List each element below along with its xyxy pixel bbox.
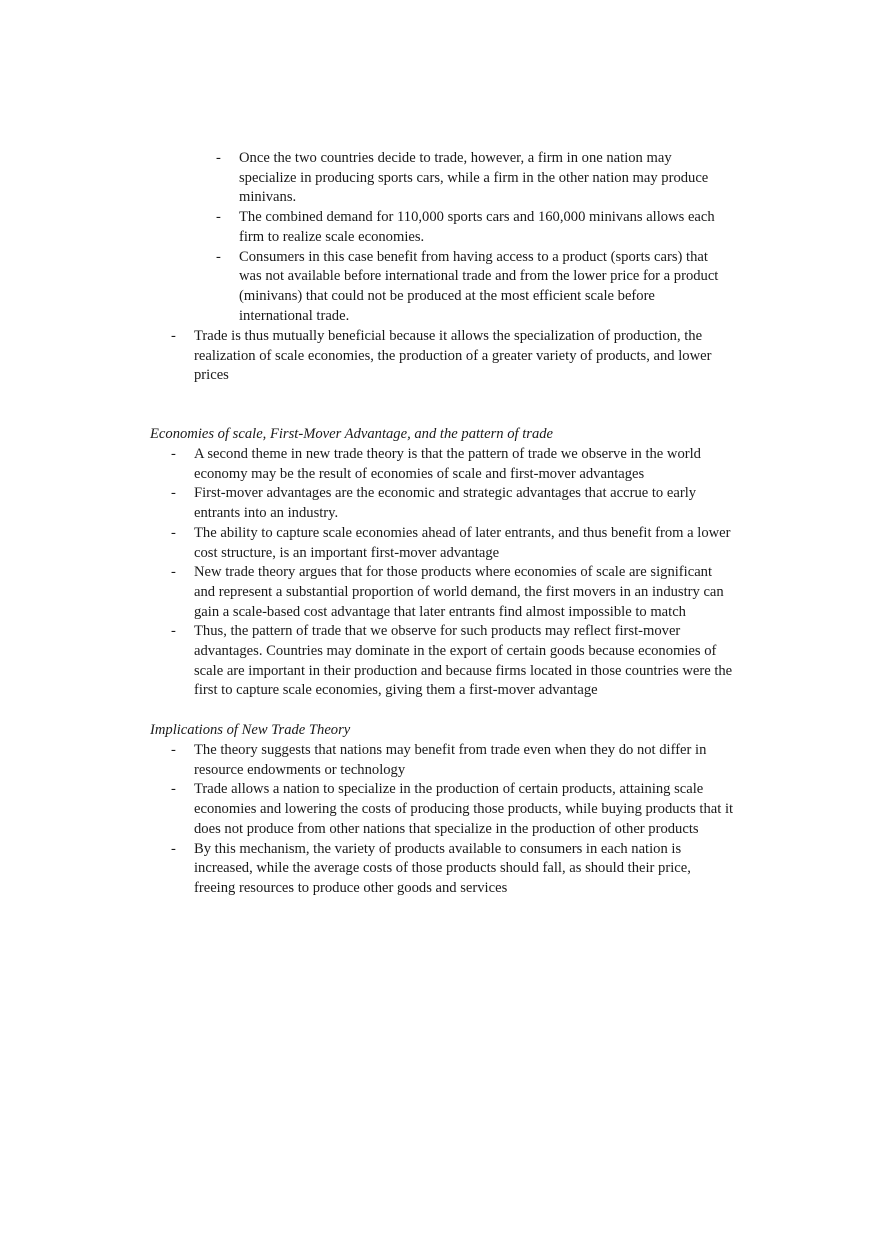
economies-list <box>0 445 880 701</box>
list-item-text: Thus, the pattern of trade that we observe for such products may reflect first-mover advantages. Countries may dominate in the export of certain goods because economies of scale are important in their production and because firms located in those countries were the first to capture scale economies, giving them a first-mover advantage <box>194 623 733 699</box>
list-item <box>0 563 734 622</box>
implications-list <box>0 741 880 899</box>
bullet-dash: - <box>171 485 176 502</box>
section-heading-economies: Economies of scale, First-Mover Advantage, and the pattern of trade <box>150 426 554 442</box>
list-item <box>0 741 734 780</box>
bullet-dash: - <box>171 840 176 857</box>
list-item-text: By this mechanism, the variety of products available to consumers in each nation is increased, while the average costs of those products should fall, as should their price, freeing resources to produce other goods and services <box>194 840 691 896</box>
list-item <box>0 149 731 208</box>
list-item-text: The combined demand for 110,000 sports cars and 160,000 minivans allows each firm to realize scale economies. <box>239 209 715 245</box>
section-heading-implications: Implications of New Trade Theory <box>150 722 351 738</box>
list-item-text: Once the two countries decide to trade, however, a firm in one nation may specialize in producing sports cars, while a firm in the other nation may produce minivans. <box>239 150 709 206</box>
list-item <box>0 840 734 899</box>
bullet-dash: - <box>171 781 176 798</box>
bullet-dash: - <box>171 564 176 581</box>
list-item-text: Trade is thus mutually beneficial because it allows the specialization of production, the realization of scale economies, the production of a greater variety of products, and lower prices <box>194 328 712 384</box>
bullet-dash: - <box>216 248 221 265</box>
list-item <box>0 622 734 701</box>
bullet-dash: - <box>216 209 221 226</box>
list-item <box>0 248 731 327</box>
list-item <box>0 208 731 247</box>
list-item-text: Trade allows a nation to specialize in the production of certain products, attaining scale economies and lowering the costs of producing those products, while buying products that it does not produce from other nations that specialize in the production of other products <box>194 781 734 837</box>
list-item <box>0 484 734 523</box>
bullet-dash: - <box>171 524 176 541</box>
list-item-text: First-mover advantages are the economic and strategic advantages that accrue to early entrants into an industry. <box>194 485 697 522</box>
bullet-dash: - <box>171 623 176 640</box>
list-item-text: New trade theory argues that for those products where economies of scale are significant and represent a substantial proportion of world demand, the first movers in an industry can gain a scale-based cost advantage that later entrants find almost impossible to match <box>194 564 724 620</box>
list-item <box>0 445 734 484</box>
list-item <box>0 780 734 839</box>
bullet-dash: - <box>171 446 176 462</box>
intro-summary-list <box>0 327 880 386</box>
list-item-text: A second theme in new trade theory is that the pattern of trade we observe in the world economy may be the result of economies of scale and first-mover advantages <box>194 446 701 482</box>
list-item <box>0 327 734 386</box>
list-item-text: The theory suggests that nations may benefit from trade even when they do not differ in resource endowments or technology <box>194 742 707 778</box>
intro-sub-list <box>0 149 880 326</box>
bullet-dash: - <box>216 150 221 166</box>
list-item-text: The ability to capture scale economies ahead of later entrants, and thus benefit from a lower cost structure, is an important first-mover advantage <box>194 524 731 561</box>
list-item-text: Consumers in this case benefit from having access to a product (sports cars) that was not available before international trade and from the lower price for a product (minivans) that could not be produced at the most efficient scale before international trade. <box>239 248 719 324</box>
bullet-dash: - <box>171 742 176 758</box>
list-item <box>0 524 734 563</box>
bullet-dash: - <box>171 328 176 344</box>
